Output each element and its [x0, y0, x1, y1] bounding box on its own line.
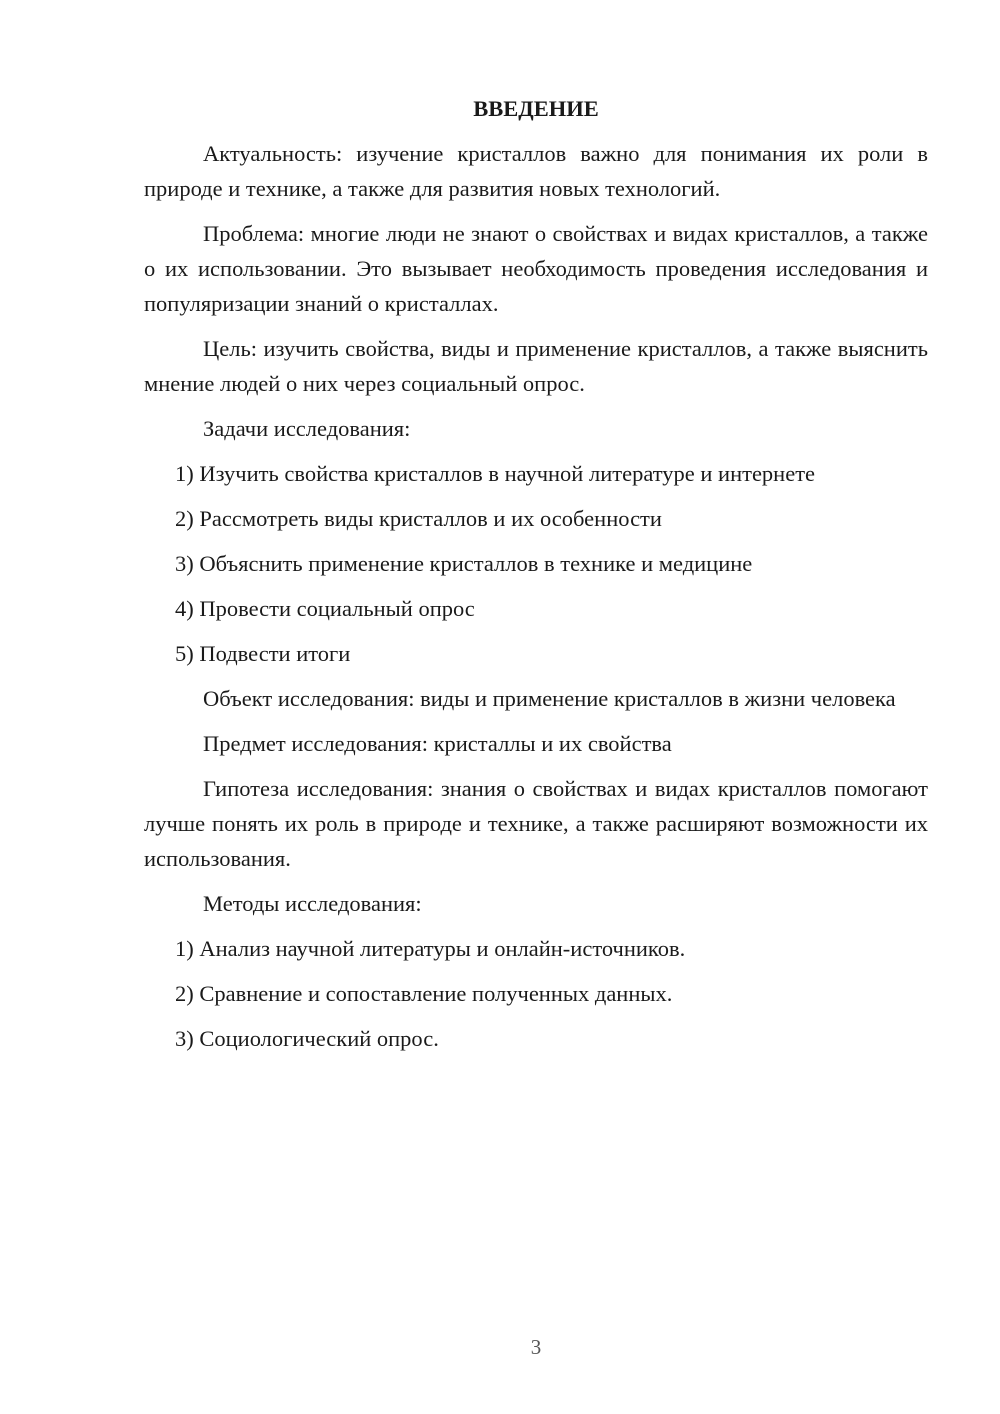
page-content — [144, 91, 928, 1066]
object-paragraph: Объект исследования: виды и применение кристаллов в жизни человека — [203, 686, 896, 711]
task-item: 1) Изучить свойства кристаллов в научной литературе и интернете — [175, 461, 816, 486]
method-item: 1) Анализ научной литературы и онлайн-источников. — [175, 936, 686, 961]
goal-paragraph: Цель: изучить свойства, виды и применение кристаллов, а также выяснить мнение людей о них через социальный опрос. — [144, 336, 928, 396]
hypothesis-paragraph: Гипотеза исследования: знания о свойствах и видах кристаллов помогают лучше понять их роль в природе и технике, а также расширяют возможности их использования. — [144, 776, 928, 871]
page-title: ВВЕДЕНИЕ — [473, 96, 599, 121]
method-item: 2) Сравнение и сопоставление полученных данных. — [175, 981, 673, 1006]
tasks-list — [144, 456, 928, 671]
relevance-paragraph: Актуальность: изучение кристаллов важно для понимания их роли в природе и технике, а также для развития новых технологий. — [144, 141, 928, 201]
method-item: 3) Социологический опрос. — [175, 1026, 439, 1051]
methods-heading: Методы исследования: — [203, 891, 422, 916]
page-number: 3 — [530, 1335, 542, 1359]
task-item: 4) Провести социальный опрос — [175, 596, 475, 621]
tasks-heading: Задачи исследования: — [203, 416, 411, 441]
methods-list — [144, 931, 928, 1056]
task-item: 3) Объяснить применение кристаллов в технике и медицине — [175, 551, 753, 576]
problem-paragraph: Проблема: многие люди не знают о свойствах и видах кристаллов, а также о их использовании. Это вызывает необходимость проведения исследования и популяризации знаний о кристаллах. — [144, 221, 928, 316]
task-item: 2) Рассмотреть виды кристаллов и их особенности — [175, 506, 662, 531]
task-item: 5) Подвести итоги — [175, 641, 351, 666]
subject-paragraph: Предмет исследования: кристаллы и их свойства — [203, 731, 672, 756]
